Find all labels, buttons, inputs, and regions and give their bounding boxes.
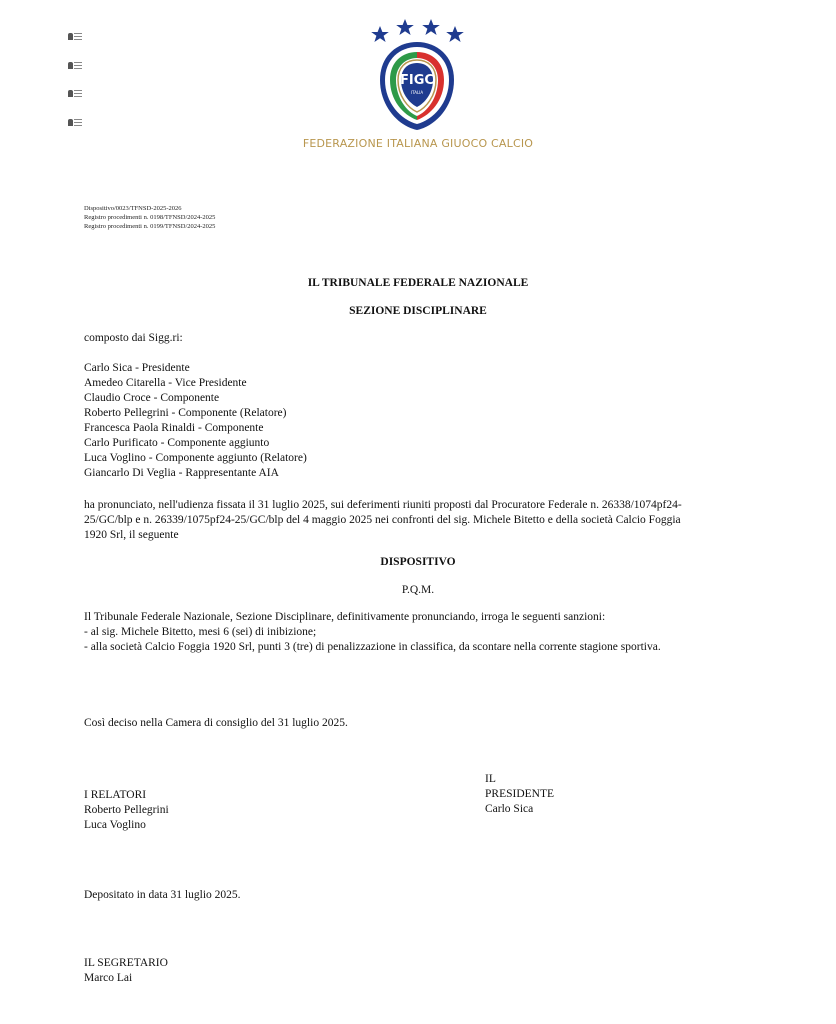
pqm-heading: P.Q.M. (401, 584, 435, 596)
reference-line: Registro procedimenti n. 0198/TFNSD/2024-2025 (84, 214, 216, 221)
presidente-title: PRESIDENTE (485, 788, 554, 800)
document-references (84, 204, 215, 231)
logo-text: FIGC (400, 73, 434, 88)
tribunal-title: IL TRIBUNALE FEDERALE NAZIONALE (307, 277, 529, 289)
presidente-title: IL (485, 773, 496, 785)
member: Carlo Purificato - Componente aggiunto (84, 437, 270, 449)
composed-by: composto dai Sigg.ri: (84, 332, 183, 344)
sanction-item: - alla società Calcio Foggia 1920 Srl, punti 3 (tre) di penalizzazione in classifica, da scontare nella corrente stagione sportiva. (84, 641, 661, 653)
sanctions-block (84, 610, 774, 655)
member: Amedeo Citarella - Vice Presidente (84, 377, 247, 389)
member: Giancarlo Di Veglia - Rappresentante AIA (84, 467, 279, 479)
relatore-name: Luca Voglino (84, 819, 146, 831)
segretario-title: IL SEGRETARIO (84, 957, 168, 969)
member: Roberto Pellegrini - Componente (Relatore) (84, 407, 287, 419)
presidente-name: Carlo Sica (485, 803, 534, 815)
segretario-name: Marco Lai (84, 972, 133, 984)
segretario-signature (84, 956, 168, 986)
member: Carlo Sica - Presidente (84, 362, 190, 374)
pronouncement-line: ha pronunciato, nell'udienza fissata il 31 luglio 2025, sui deferimenti riuniti proposti dal Procuratore Federale n. 26338/1074pf24- (84, 499, 682, 511)
section-title: SEZIONE DISCIPLINARE (349, 305, 487, 317)
presidente-signature (485, 772, 554, 817)
member: Francesca Paola Rinaldi - Componente (84, 422, 264, 434)
user-list-icon (68, 61, 82, 70)
member: Claudio Croce - Componente (84, 392, 220, 404)
members-list (84, 361, 307, 481)
logo-subtext: ITALIA (410, 90, 424, 95)
user-list-icon (68, 89, 82, 98)
reference-line: Registro procedimenti n. 0199/TFNSD/2024-2025 (84, 223, 216, 230)
pronouncement-line: 25/GC/blp e n. 26339/1075pf24-25/GC/blp del 4 maggio 2025 nei confronti del sig. Michele Bitetto e della società Calcio Foggia (84, 514, 681, 526)
federation-name: FEDERAZIONE ITALIANA GIUOCO CALCIO (302, 137, 534, 150)
deposit-statement: Depositato in data 31 luglio 2025. (84, 889, 241, 901)
relatori-signature (84, 788, 169, 833)
decision-statement: Così deciso nella Camera di consiglio del 31 luglio 2025. (84, 717, 348, 729)
member: Luca Voglino - Componente aggiunto (Relatore) (84, 452, 307, 464)
reference-line: Dispositivo/0023/TFNSD-2025-2026 (84, 205, 182, 212)
pronouncement-paragraph (84, 498, 764, 543)
sanctions-intro: Il Tribunale Federale Nazionale, Sezione Disciplinare, definitivamente pronunciando, irroga le seguenti sanzioni: (84, 611, 606, 623)
figc-logo (362, 14, 472, 134)
user-list-icon (68, 118, 82, 127)
relatore-name: Roberto Pellegrini (84, 804, 169, 816)
dispositivo-title: DISPOSITIVO (380, 556, 456, 568)
user-list-icon (68, 32, 82, 41)
relatori-title: I RELATORI (84, 789, 147, 801)
sanction-item: - al sig. Michele Bitetto, mesi 6 (sei) di inibizione; (84, 626, 317, 638)
pronouncement-line: 1920 Srl, il seguente (84, 529, 179, 541)
